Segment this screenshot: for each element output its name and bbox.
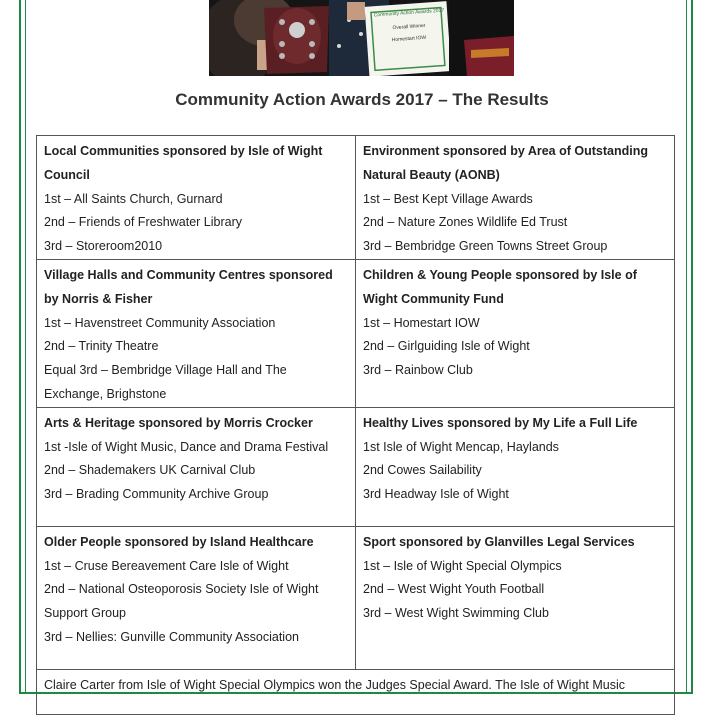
footer-note-cell — [37, 669, 675, 714]
category-cell — [356, 407, 675, 526]
certificate-name: Homestart IOW — [391, 34, 427, 44]
result-first: 1st – Isle of Wight Special Olympics — [363, 558, 562, 573]
result-first: 1st -Isle of Wight Music, Dance and Drama Festival — [44, 439, 329, 454]
category-cell — [356, 136, 675, 260]
result-second: 2nd – National Osteoporosis Society Isle of Wight Support Group — [44, 582, 319, 621]
result-second: 2nd – Girlguiding Isle of Wight — [363, 339, 530, 354]
category-cell — [356, 259, 675, 407]
result-first: 1st – Cruse Bereavement Care Isle of Wight — [44, 558, 289, 573]
category-heading: Village Halls and Community Centres sponsored by Norris & Fisher — [44, 267, 333, 306]
result-second: 2nd – Shademakers UK Carnival Club — [44, 463, 256, 478]
category-cell — [37, 259, 356, 407]
page-title: Community Action Awards 2017 – The Results — [175, 90, 549, 109]
result-third: 3rd – West Wight Swimming Club — [363, 606, 549, 621]
category-cell — [356, 526, 675, 669]
result-second: 2nd – West Wight Youth Football — [363, 582, 545, 597]
result-first: 1st – Havenstreet Community Association — [44, 315, 276, 330]
result-second: 2nd – Friends of Freshwater Library — [44, 215, 243, 230]
category-heading: Environment sponsored by Area of Outstanding Natural Beauty (AONB) — [363, 144, 648, 182]
result-third: Equal 3rd – Bembridge Village Hall and The Exchange, Brighstone — [44, 363, 287, 401]
category-heading: Arts & Heritage sponsored by Morris Crocker — [44, 415, 313, 430]
category-cell — [37, 136, 356, 260]
result-first: 1st – All Saints Church, Gurnard — [44, 191, 223, 206]
result-first: 1st – Homestart IOW — [363, 315, 480, 330]
result-second: 2nd – Trinity Theatre — [44, 339, 159, 354]
result-third: 3rd Headway Isle of Wight — [363, 487, 509, 502]
category-cell — [37, 407, 356, 526]
result-third: 3rd – Bembridge Green Towns Street Group — [363, 239, 608, 254]
footer-note: Claire Carter from Isle of Wight Special Olympics won the Judges Special Award. The Isle of Wight Music — [44, 677, 626, 692]
result-second: 2nd – Nature Zones Wildlife Ed Trust — [363, 215, 568, 230]
result-second: 2nd Cowes Sailability — [363, 463, 482, 478]
category-heading: Healthy Lives sponsored by My Life a Full Life — [363, 415, 638, 430]
award-photo — [209, 0, 514, 76]
category-heading: Children & Young People sponsored by Isle of Wight Community Fund — [363, 267, 637, 306]
result-third: 3rd – Nellies: Gunville Community Association — [44, 629, 299, 644]
category-heading: Local Communities sponsored by Isle of Wight Council — [44, 144, 323, 182]
category-heading: Older People sponsored by Island Healthcare — [44, 534, 314, 549]
certificate-award: Overall Winner — [392, 22, 426, 32]
result-third: 3rd – Rainbow Club — [363, 363, 473, 378]
category-cell — [37, 526, 356, 669]
certificate-title: Community Action Awards 2017 — [373, 7, 445, 19]
result-first: 1st Isle of Wight Mencap, Haylands — [363, 439, 559, 454]
result-third: 3rd – Brading Community Archive Group — [44, 487, 269, 502]
result-third: 3rd – Storeroom2010 — [44, 239, 163, 254]
results-table — [36, 135, 675, 715]
result-first: 1st – Best Kept Village Awards — [363, 191, 533, 206]
category-heading: Sport sponsored by Glanvilles Legal Services — [363, 534, 635, 549]
